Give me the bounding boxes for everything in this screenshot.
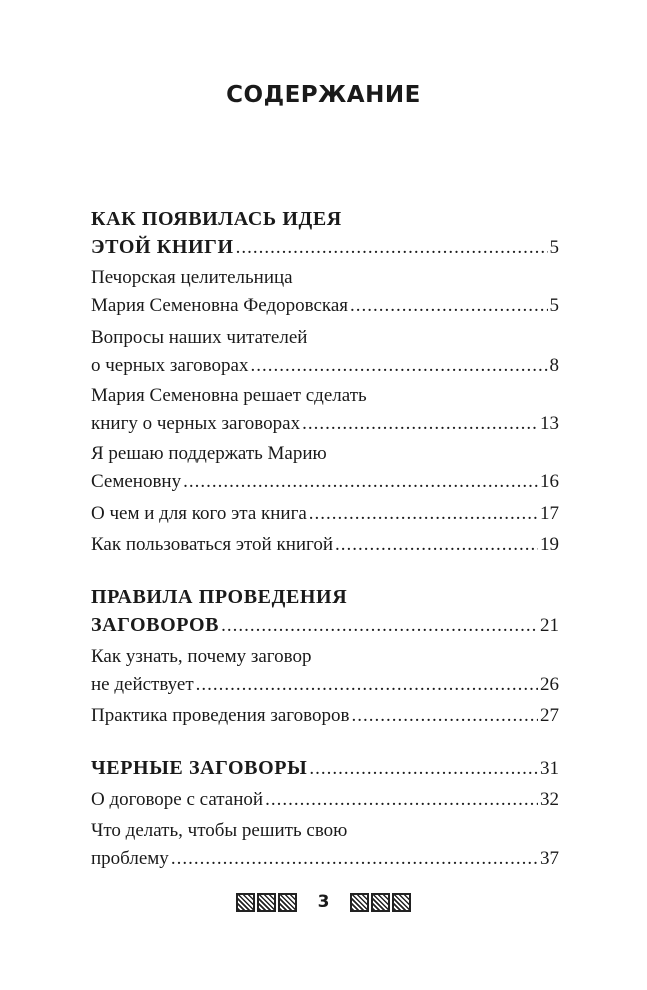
toc-entry-line: КАК ПОЯВИЛАСЬ ИДЕЯ bbox=[91, 208, 342, 230]
toc-entry-last-line bbox=[91, 468, 559, 496]
toc-entry-text: Мария Семеновна Федоровская bbox=[91, 295, 349, 316]
dot-leader bbox=[196, 671, 538, 699]
dot-leader bbox=[309, 755, 538, 783]
toc-item bbox=[91, 643, 559, 699]
toc-page-number: 32 bbox=[540, 789, 559, 810]
toc-entry-line: Печорская целительница bbox=[91, 267, 293, 288]
toc-page-number: 26 bbox=[540, 674, 559, 695]
toc-entry-line: Как узнать, почему заговор bbox=[91, 646, 312, 667]
toc-page-number: 5 bbox=[549, 295, 559, 316]
toc-item bbox=[91, 382, 559, 438]
toc-entry-text: О чем и для кого эта книга bbox=[91, 503, 307, 524]
toc-item bbox=[91, 786, 559, 814]
page-footer bbox=[0, 890, 647, 914]
toc-entry-text: О договоре с сатаной bbox=[91, 789, 264, 810]
ornament-icon bbox=[350, 893, 369, 912]
toc-item bbox=[91, 531, 559, 559]
toc-page-number: 8 bbox=[549, 355, 559, 376]
toc-item bbox=[91, 817, 559, 873]
toc-entry-line: ПРАВИЛА ПРОВЕДЕНИЯ bbox=[91, 586, 348, 608]
page-title: СОДЕРЖАНИЕ bbox=[226, 82, 421, 108]
toc-entry-text: книгу о черных заговорах bbox=[91, 413, 301, 434]
toc-section bbox=[91, 754, 559, 782]
toc-entry-text: не действует bbox=[91, 674, 194, 695]
toc-entry-text: Как пользоваться этой книгой bbox=[91, 534, 334, 555]
toc-entry-line: Я решаю поддержать Марию bbox=[91, 443, 327, 464]
toc-entry-text: Практика проведения заговоров bbox=[91, 705, 350, 726]
toc-page-number: 27 bbox=[540, 705, 559, 726]
toc-page-number: 37 bbox=[540, 848, 559, 869]
toc-entry-text: проблему bbox=[91, 848, 169, 869]
toc-entry-last-line bbox=[91, 786, 559, 814]
toc-entry-last-line bbox=[91, 352, 559, 380]
toc-entry-last-line bbox=[91, 233, 559, 261]
toc-page-number: 19 bbox=[540, 534, 559, 555]
dot-leader bbox=[183, 468, 538, 496]
toc-entry-line: Вопросы наших читателей bbox=[91, 327, 308, 348]
ornament-icon bbox=[371, 893, 390, 912]
toc-entry-last-line bbox=[91, 754, 559, 782]
dot-leader bbox=[302, 410, 538, 438]
ornament-icon bbox=[257, 893, 276, 912]
dot-leader bbox=[250, 352, 547, 380]
toc-entry-text: ЭТОЙ КНИГИ bbox=[91, 236, 234, 258]
toc-page-number: 31 bbox=[540, 758, 559, 779]
toc-entry-last-line bbox=[91, 292, 559, 320]
dot-leader bbox=[236, 234, 548, 262]
dot-leader bbox=[351, 702, 538, 730]
toc-entry-last-line bbox=[91, 611, 559, 639]
toc-section bbox=[91, 583, 559, 639]
dot-leader bbox=[309, 500, 538, 528]
toc-entry-last-line bbox=[91, 410, 559, 438]
dot-leader bbox=[335, 531, 538, 559]
dot-leader bbox=[221, 612, 538, 640]
toc-entry-last-line bbox=[91, 500, 559, 528]
toc-entry-last-line bbox=[91, 845, 559, 873]
ornament-icon bbox=[236, 893, 255, 912]
toc-entry-last-line bbox=[91, 671, 559, 699]
dot-leader bbox=[265, 786, 538, 814]
toc-item bbox=[91, 500, 559, 528]
toc-entry-line: Что делать, чтобы решить свою bbox=[91, 820, 348, 841]
toc-item bbox=[91, 324, 559, 380]
toc-page-number: 16 bbox=[540, 471, 559, 492]
toc-item bbox=[91, 702, 559, 730]
toc-entry-last-line bbox=[91, 531, 559, 559]
toc-entry-text: о черных заговорах bbox=[91, 355, 249, 376]
toc-entry-last-line bbox=[91, 702, 559, 730]
dot-leader bbox=[350, 292, 547, 320]
toc-item bbox=[91, 440, 559, 496]
toc-page-number: 21 bbox=[540, 615, 559, 636]
toc-section bbox=[91, 205, 559, 261]
toc-entry-text: Семеновну bbox=[91, 471, 182, 492]
page-number: 3 bbox=[317, 892, 330, 912]
toc-page-number: 13 bbox=[540, 413, 559, 434]
toc-entry-text: ЗАГОВОРОВ bbox=[91, 614, 220, 636]
toc-entry-line: Мария Семеновна решает сделать bbox=[91, 385, 367, 406]
toc-item bbox=[91, 264, 559, 320]
toc-page-number: 17 bbox=[540, 503, 559, 524]
ornament-icon bbox=[392, 893, 411, 912]
toc-page-number: 5 bbox=[549, 237, 559, 258]
dot-leader bbox=[171, 845, 538, 873]
toc-entry-text: ЧЕРНЫЕ ЗАГОВОРЫ bbox=[91, 757, 308, 779]
ornament-icon bbox=[278, 893, 297, 912]
